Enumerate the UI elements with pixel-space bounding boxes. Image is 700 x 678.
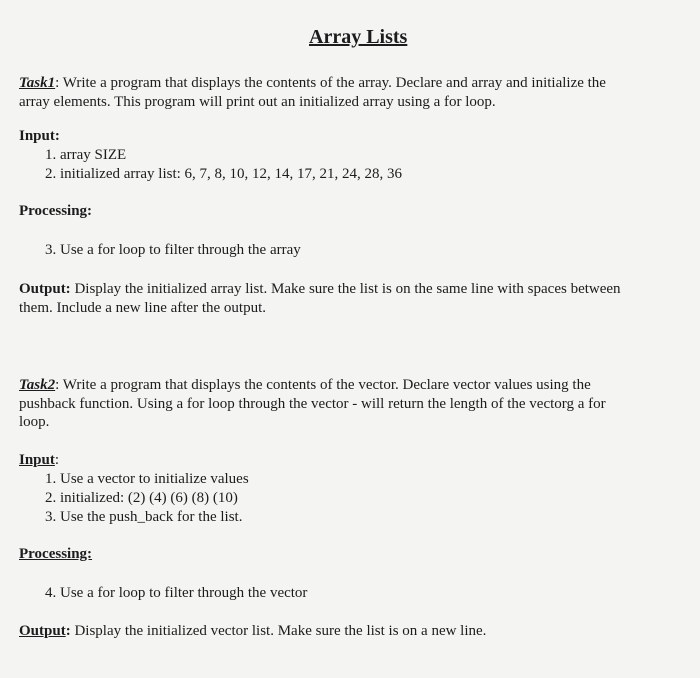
task1-output-text: Display the initialized array list. Make sure the list is on the same line with spaces between — [74, 281, 621, 297]
task1-label: Task1 — [19, 75, 56, 91]
task2-intro-line1 — [19, 376, 591, 394]
task2-output-line — [19, 622, 486, 640]
colon: : — [65, 623, 71, 639]
task1-output-line1 — [19, 280, 621, 298]
task1-intro-text: : Write a program that displays the contents of the array. Declare and array and initialize the — [55, 75, 606, 91]
task1-input-item-2 — [45, 165, 402, 183]
task2-input-item-2 — [45, 489, 238, 507]
list-number: 1. — [45, 471, 57, 487]
list-number: 1. — [45, 147, 57, 163]
list-text: Use a vector to initialize values — [60, 471, 249, 487]
task1-intro-line1 — [19, 74, 606, 92]
task2-input-item-1 — [45, 470, 249, 488]
task2-output-text: Display the initialized vector list. Make sure the list is on a new line. — [74, 623, 487, 639]
task2-processing-heading: Processing: — [19, 546, 93, 562]
task2-input-heading: Input — [19, 452, 55, 468]
list-text: initialized array list: 6, 7, 8, 10, 12, 14, 17, 21, 24, 28, 36 — [60, 166, 403, 182]
list-number: 2. — [45, 166, 57, 182]
page-title: Array Lists — [309, 26, 408, 48]
list-number: 3. — [45, 242, 57, 258]
task1-input-item-1 — [45, 146, 126, 164]
task2-input-item-3 — [45, 508, 242, 526]
list-number: 3. — [45, 509, 57, 525]
task2-intro-line2: pushback function. Using a for loop through the vector - will return the length of the vectorg a for — [19, 396, 606, 412]
task2-input-heading-line — [19, 451, 59, 469]
task1-processing-heading: Processing: — [19, 203, 93, 219]
task2-output-heading: Output — [19, 623, 66, 639]
task2-intro-text: : Write a program that displays the contents of the vector. Declare vector values using the — [55, 377, 591, 393]
list-text: Use a for loop to filter through the array — [60, 242, 301, 258]
task1-output-heading: Output: — [19, 281, 71, 297]
task1-intro-line2: array elements. This program will print out an initialized array using a for loop. — [19, 94, 496, 110]
list-text: Use the push_back for the list. — [60, 509, 243, 525]
task1-input-heading: Input: — [19, 128, 60, 144]
task2-label: Task2 — [19, 377, 56, 393]
list-number: 4. — [45, 585, 57, 601]
task2-intro-line3: loop. — [19, 414, 50, 430]
task1-output-line2: them. Include a new line after the output. — [19, 300, 266, 316]
list-text: array SIZE — [60, 147, 127, 163]
list-text: Use a for loop to filter through the vector — [60, 585, 308, 601]
list-number: 2. — [45, 490, 57, 506]
task2-processing-item-4 — [45, 584, 307, 602]
task1-processing-item-3 — [45, 241, 301, 259]
colon: : — [54, 452, 60, 468]
list-text: initialized: (2) (4) (6) (8) (10) — [60, 490, 238, 506]
